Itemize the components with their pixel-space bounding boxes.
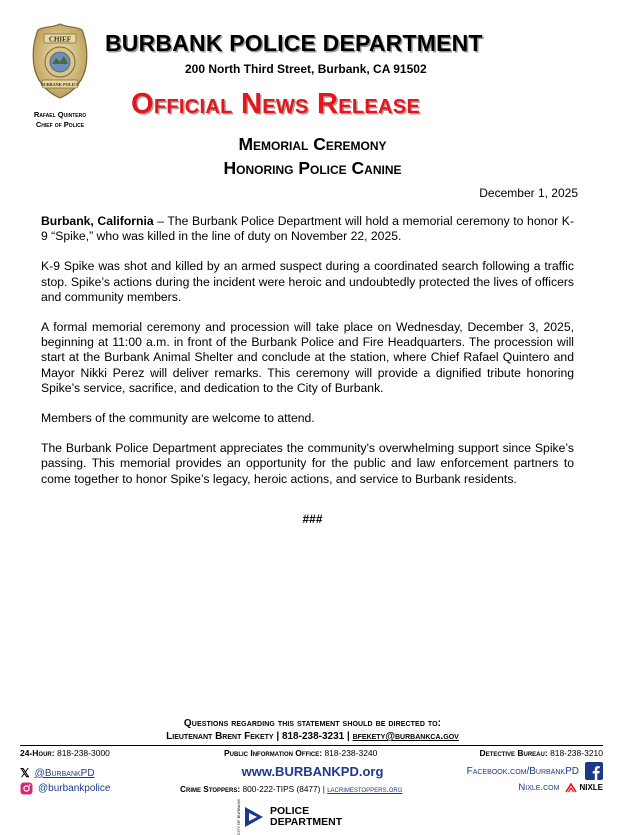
svg-text:CHIEF: CHIEF <box>48 35 72 44</box>
footer-divider <box>20 745 603 746</box>
paragraph-2: K-9 Spike was shot and killed by an armed suspect during a coordinated search following a traffic stop. Spike’s actions during the incident were heroic and undoubtedly protected the lives of officers and community members. <box>41 259 574 304</box>
pio-line: Public Information Office: 818-238-3240 <box>224 748 378 758</box>
police-badge-icon <box>30 22 90 100</box>
logo-text: POLICE DEPARTMENT <box>270 805 343 829</box>
org-name: BURBANK POLICE DEPARTMENT <box>105 30 483 56</box>
release-title: Official News Release <box>131 88 421 120</box>
nixle-link[interactable]: Nixle.com NIXLE <box>518 782 603 793</box>
facebook-icon <box>585 762 603 780</box>
burbank-logo: CITY OF BURBANK POLICE DEPARTMENT <box>236 799 343 835</box>
release-date: December 1, 2025 <box>479 186 578 200</box>
detective-line: Detective Bureau: 818-238-3210 <box>479 748 603 758</box>
crime-stoppers-link[interactable]: lacrimestoppers.org <box>327 784 403 794</box>
headline-line1: Memorial Ceremony <box>238 134 387 154</box>
facebook-link[interactable]: Facebook.com/BurbankPD <box>467 762 603 780</box>
nixle-logo-icon: NIXLE <box>565 783 603 793</box>
svg-text:BURBANK POLICE: BURBANK POLICE <box>40 82 80 87</box>
instagram-icon <box>20 782 33 795</box>
questions-line: Questions regarding this statement should be directed to: <box>183 718 442 729</box>
burbank-logo-icon <box>243 805 265 829</box>
headline-line2: Honoring Police Canine <box>223 158 402 178</box>
contact-officer: Lieutenant Brent Fekety | 818-238-3231 | <box>166 731 350 742</box>
chief-name: Rafael Quintero <box>33 110 87 119</box>
website-link[interactable]: www.BURBANKPD.org <box>241 764 384 779</box>
paragraph-1: Burbank, California – The Burbank Police Department will hold a memorial ceremony to honor K-9 “Spike,” who was killed in the line of duty on November 22, 2025. <box>41 214 574 244</box>
release-body <box>41 214 574 502</box>
x-link[interactable]: 𝕏 @BurbankPD <box>20 766 95 780</box>
contact-line <box>0 731 625 742</box>
chief-title: Chief of Police <box>35 120 85 129</box>
contact-email-link[interactable]: bfekety@burbankca.gov <box>352 731 459 742</box>
instagram-link[interactable]: @burbankpolice <box>20 782 110 795</box>
chief-block <box>20 110 100 130</box>
hour24-line: 24-Hour: 818-238-3000 <box>20 748 110 758</box>
end-mark: ### <box>302 512 323 526</box>
org-address: 200 North Third Street, Burbank, CA 91502 <box>185 62 427 76</box>
paragraph-5: The Burbank Police Department appreciates the community's overwhelming support since Spike’s passing. This memorial provides an opportunity for the public and law enforcement partners to come together to honor Spike’s legacy, heroic actions, and service to Burbank residents. <box>41 441 574 486</box>
crime-stoppers-line: Crime Stoppers: 800-222-TIPS (8477) | lacrimestoppers.org <box>180 784 403 794</box>
paragraph-4: Members of the community are welcome to attend. <box>41 411 315 426</box>
x-logo-icon: 𝕏 <box>20 766 30 780</box>
dateline: Burbank, California <box>41 214 154 228</box>
paragraph-3: A formal memorial ceremony and procession will take place on Wednesday, December 3, 2025, beginning at 11:00 a.m. in front of the Burbank Police and Fire Headquarters. The procession will start at the Burbank Animal Shelter and conclude at the station, where Chief Rafael Quintero and Mayor Nikki Perez will deliver remarks. This ceremony will provide a dignified tribute honoring Spike’s service, sacrifice, and dedication to the City of Burbank. <box>41 320 574 395</box>
